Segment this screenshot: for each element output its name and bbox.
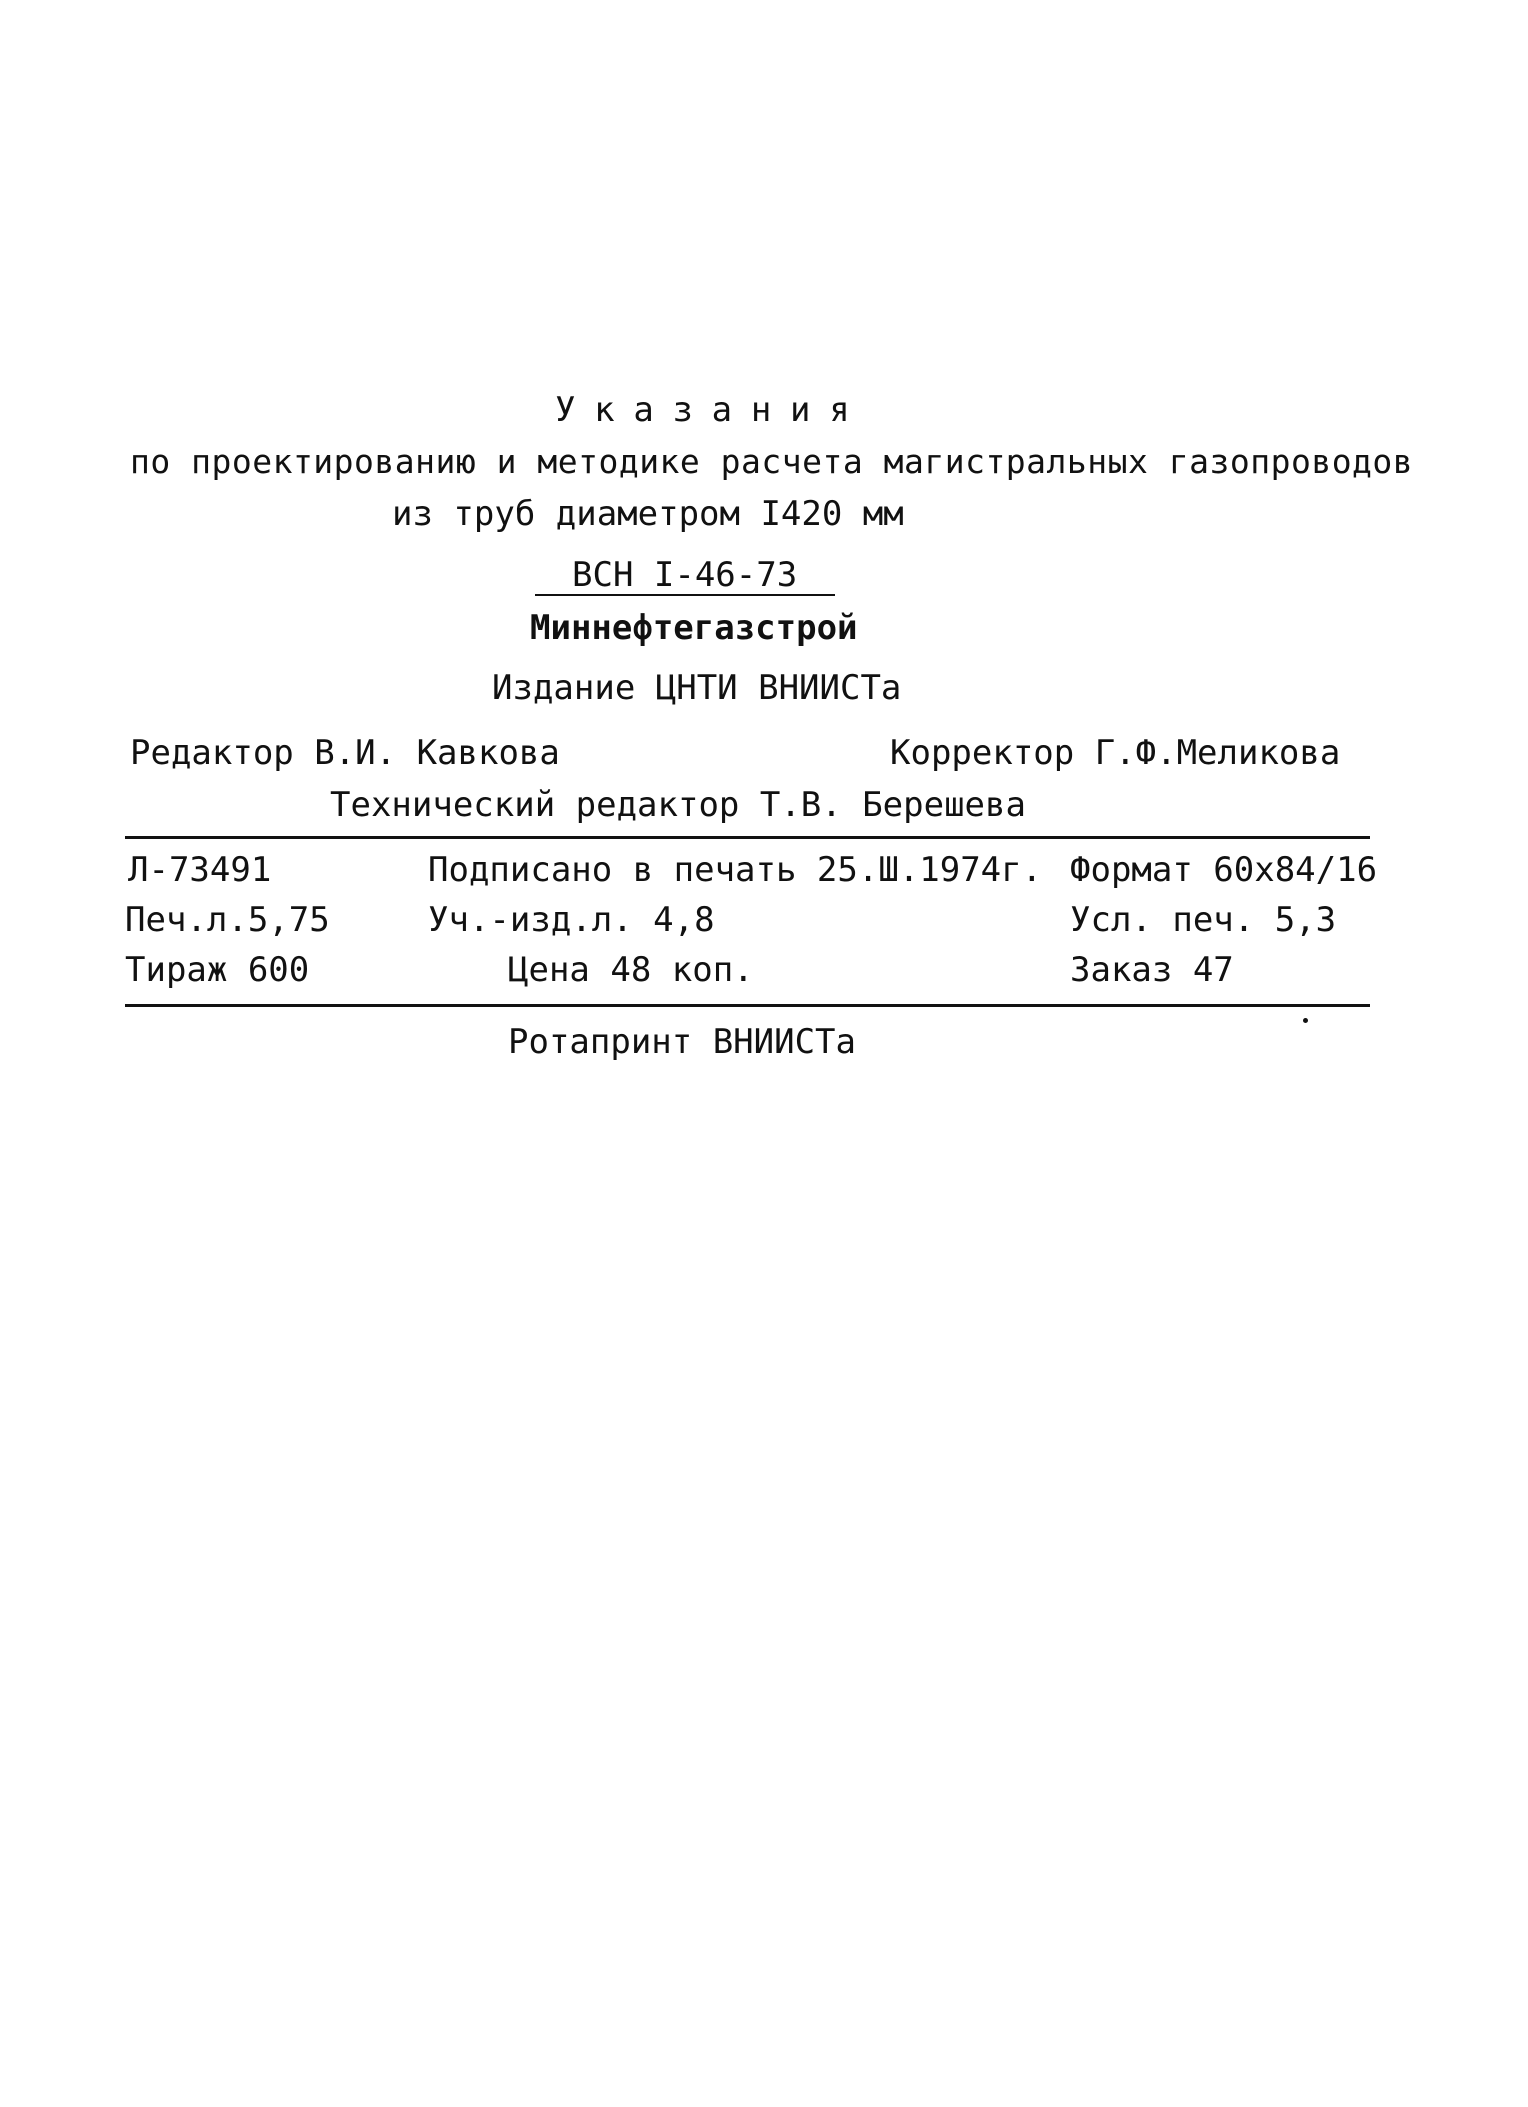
code-underline: [535, 594, 835, 596]
imprint-conventional-sheets: Усл. печ. 5,3: [1070, 900, 1337, 940]
document-title: Указания: [555, 390, 869, 430]
imprint-top-rule: [125, 836, 1370, 839]
document-subtitle-line-2: из труб диаметром I420 мм: [392, 494, 904, 534]
imprint-signed-date: Подписано в печать 25.Ш.1974г.: [428, 850, 1043, 890]
imprint-bottom-rule: [125, 1004, 1370, 1007]
publisher-name: Издание ЦНТИ ВНИИСТа: [492, 668, 902, 708]
imprint-publishing-sheets: Уч.-изд.л. 4,8: [428, 900, 715, 940]
document-subtitle-line-1: по проектированию и методике расчета магистральных газопроводов: [130, 442, 1414, 481]
document-code: ВСН I-46-73: [572, 555, 798, 595]
corrector-credit: Корректор Г.Ф.Меликова: [890, 733, 1341, 773]
imprint-price: Цена 48 коп.: [508, 950, 754, 990]
imprint-print-run: Тираж 600: [125, 950, 310, 990]
imprint-print-sheets: Печ.л.5,75: [125, 900, 330, 940]
print-speck: [1303, 1018, 1308, 1023]
ministry-name: Миннефтегазстрой: [530, 608, 858, 648]
imprint-license-number: Л-73491: [128, 850, 272, 890]
imprint-format: Формат 60х84/16: [1070, 850, 1378, 890]
printer-name: Ротапринт ВНИИСТа: [508, 1022, 856, 1062]
imprint-order-number: Заказ 47: [1070, 950, 1234, 990]
tech-editor-credit: Технический редактор Т.В. Берешева: [330, 785, 1026, 825]
editor-credit: Редактор В.И. Кавкова: [130, 733, 560, 773]
